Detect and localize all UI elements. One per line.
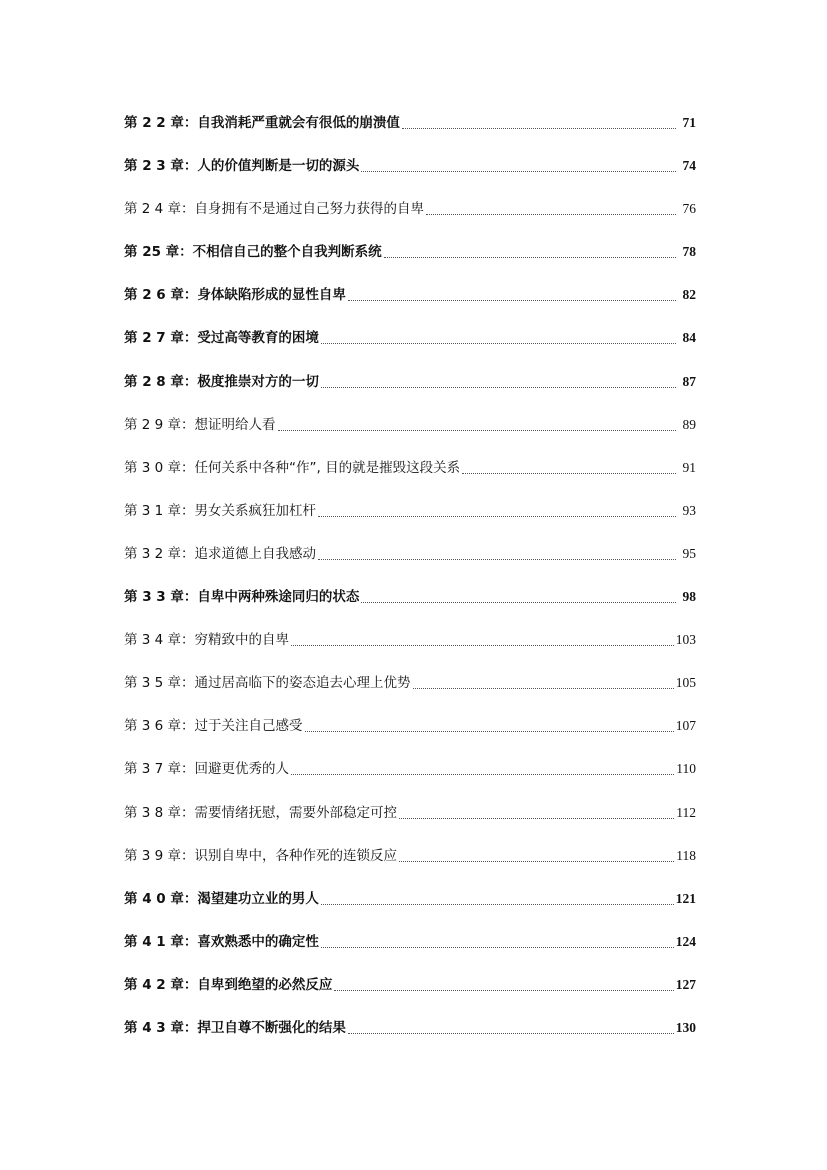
toc-entry-title: 第 2 7 章：受过高等教育的困境 — [124, 330, 319, 347]
toc-entry-title: 第 3 6 章：过于关注自己感受 — [124, 718, 303, 735]
toc-dot-leader — [321, 889, 674, 905]
toc-entry-title: 第 2 9 章：想证明给人看 — [124, 416, 276, 433]
toc-entry-title: 第 2 3 章：人的价值判断是一切的源头 — [124, 158, 360, 175]
toc-entry-title: 第 2 4 章：自身拥有不是通过自己努力获得的自卑 — [124, 201, 425, 218]
toc-page-number: 110 — [676, 761, 696, 777]
toc-dot-leader — [318, 501, 676, 517]
toc-page-number: 71 — [682, 115, 696, 130]
toc-dot-leader — [348, 285, 676, 301]
toc-page-number: 105 — [675, 675, 696, 691]
toc-entry-title: 第 3 4 章：穷精致中的自卑 — [124, 632, 290, 649]
toc-dot-leader — [318, 544, 676, 560]
toc-dot-leader — [426, 199, 676, 215]
toc-entry-title: 第 3 7 章：回避更优秀的人 — [124, 761, 290, 778]
toc-dot-leader — [291, 630, 674, 646]
toc-entry-25[interactable] — [124, 242, 696, 285]
toc-page-number: 121 — [675, 890, 696, 906]
toc-page-number: 98 — [682, 589, 696, 605]
toc-page-number: 127 — [675, 976, 696, 992]
toc-dot-leader — [399, 803, 674, 819]
toc-entry-title: 第 4 0 章：渴望建功立业的男人 — [124, 890, 319, 907]
toc-page-number: 84 — [682, 330, 696, 346]
toc-dot-leader — [334, 975, 673, 991]
toc-page-number: 78 — [682, 244, 696, 260]
toc-entry-title: 第 3 3 章：自卑中两种殊途同归的状态 — [124, 589, 360, 606]
toc-dot-leader — [321, 932, 674, 948]
toc-entry-title: 第 3 9 章：识别自卑中，各种作死的连锁反应 — [124, 847, 398, 864]
toc-dot-leader — [321, 328, 676, 344]
toc-entry-28[interactable] — [124, 372, 696, 415]
toc-entry-title: 第 4 3 章：捍卫自尊不断强化的结果 — [124, 1019, 346, 1036]
toc-entry-29[interactable] — [124, 415, 696, 458]
toc-entry-title: 第 4 2 章：自卑到绝望的必然反应 — [124, 976, 333, 993]
toc-entry-title: 第 3 2 章：追求道德上自我感动 — [124, 545, 317, 562]
toc-page-number: 107 — [675, 718, 696, 734]
toc-entry-32[interactable] — [124, 544, 696, 587]
toc-entry-title: 第 2 2 章：自我消耗严重就会有很低的崩溃值 — [124, 115, 400, 131]
toc-page-number: 103 — [675, 632, 696, 648]
toc-entry-37[interactable] — [124, 759, 696, 802]
toc-entry-title: 第 3 8 章：需要情绪抚慰，需要外部稳定可控 — [124, 804, 398, 821]
toc-page-number: 130 — [675, 1019, 696, 1035]
toc-dot-leader — [305, 716, 674, 732]
toc-page-number: 82 — [682, 287, 696, 303]
toc-entry-36[interactable] — [124, 716, 696, 759]
toc-dot-leader — [399, 846, 674, 862]
toc-page-number: 76 — [682, 201, 696, 217]
toc-dot-leader — [361, 156, 676, 172]
toc-entry-title: 第 3 1 章：男女关系疯狂加杠杆 — [124, 502, 317, 519]
toc-entry-26[interactable] — [124, 285, 696, 328]
toc-entry-title: 第 25 章：不相信自己的整个自我判断系统 — [124, 244, 382, 261]
toc-entry-title: 第 4 1 章：喜欢熟悉中的确定性 — [124, 933, 319, 950]
toc-entry-27[interactable] — [124, 328, 696, 371]
toc-entry-22[interactable] — [124, 113, 696, 156]
toc-dot-leader — [462, 458, 676, 474]
toc-entry-title: 第 3 0 章：任何关系中各种“作”, 目的就是摧毁这段关系 — [124, 459, 461, 476]
toc-dot-leader — [402, 113, 676, 129]
toc-dot-leader — [413, 673, 674, 689]
toc-entry-30[interactable] — [124, 458, 696, 501]
toc-entry-38[interactable] — [124, 803, 696, 846]
toc-entry-31[interactable] — [124, 501, 696, 544]
toc-page-number: 74 — [682, 158, 696, 174]
toc-dot-leader — [361, 587, 676, 603]
toc-entry-24[interactable] — [124, 199, 696, 242]
toc-dot-leader — [321, 372, 676, 388]
toc-page-number: 91 — [682, 459, 696, 475]
toc-page-number: 118 — [676, 847, 696, 863]
toc-entry-33[interactable] — [124, 587, 696, 630]
toc-entry-43[interactable] — [124, 1018, 696, 1061]
toc-entry-34[interactable] — [124, 630, 696, 673]
toc-page-number: 95 — [682, 545, 696, 561]
toc-dot-leader — [278, 415, 676, 431]
toc-page-number: 112 — [676, 804, 696, 820]
toc-entry-35[interactable] — [124, 673, 696, 716]
toc-entry-title: 第 2 8 章：极度推崇对方的一切 — [124, 373, 319, 390]
toc-page-number: 93 — [682, 502, 696, 518]
toc-entry-39[interactable] — [124, 846, 696, 889]
toc-page-number: 89 — [682, 416, 696, 432]
toc-page-number: 124 — [675, 933, 696, 949]
table-of-contents — [124, 113, 696, 1061]
toc-entry-title: 第 2 6 章：身体缺陷形成的显性自卑 — [124, 287, 346, 304]
toc-page-number: 87 — [682, 373, 696, 389]
toc-entry-40[interactable] — [124, 889, 696, 932]
toc-dot-leader — [348, 1018, 674, 1034]
toc-entry-23[interactable] — [124, 156, 696, 199]
toc-dot-leader — [384, 242, 676, 258]
toc-dot-leader — [291, 759, 674, 775]
toc-entry-42[interactable] — [124, 975, 696, 1018]
toc-entry-title: 第 3 5 章：通过居高临下的姿态追去心理上优势 — [124, 675, 411, 692]
toc-entry-41[interactable] — [124, 932, 696, 975]
